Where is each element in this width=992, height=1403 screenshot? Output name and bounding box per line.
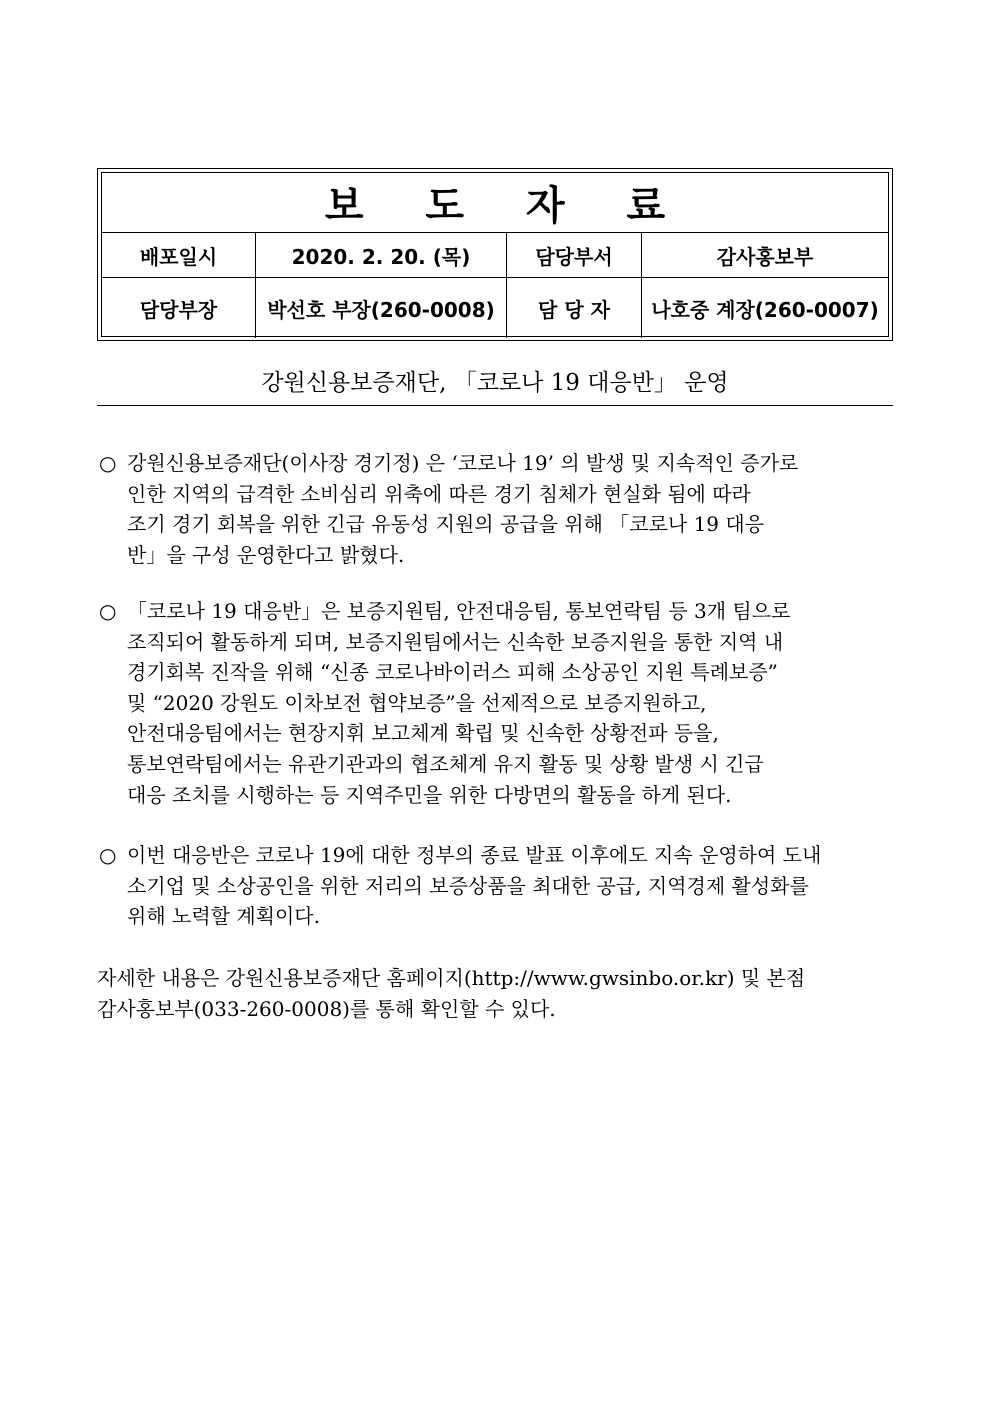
paragraph-line: 소기업 및 소상공인을 위한 저리의 보증상품을 최대한 공급, 지역경제 활성화를 xyxy=(127,873,809,898)
paragraph-line: 안전대응팀에서는 현장지휘 보고체계 확립 및 신속한 상황전파 등을, xyxy=(127,721,719,746)
bullet-circle-icon: ○ xyxy=(99,843,117,867)
header-row-contacts xyxy=(102,278,888,338)
label-contact-person: 담 당 자 xyxy=(507,278,642,338)
paragraph-line: 조기 경기 회복을 위한 긴급 유동성 지원의 공급을 위해 「코로나 19 대응 xyxy=(127,512,765,537)
paragraph-line: 인한 지역의 급격한 소비심리 위축에 따른 경기 침체가 현실화 됨에 따라 xyxy=(127,481,751,506)
paragraph-line: 경기회복 진작을 위해 “신종 코로나바이러스 피해 소상공인 지원 특례보증” xyxy=(127,660,778,685)
value-manager: 박선호 부장(260-0008) xyxy=(256,278,507,338)
closing-paragraph xyxy=(97,963,805,1024)
label-department: 담당부서 xyxy=(507,233,642,277)
value-department: 감사홍보부 xyxy=(716,244,814,269)
paragraph-line: 및 “2020 강원도 이차보전 협약보증”을 선제적으로 보증지원하고, xyxy=(127,690,707,715)
value-contact-person: 나호중 계장(260-0007) xyxy=(651,297,879,322)
paragraph-line: 감사홍보부(033-260-0008)를 통해 확인할 수 있다. xyxy=(97,996,556,1021)
paragraph-line: 통보연락팀에서는 유관기관과의 협조체계 유지 활동 및 상황 발생 시 긴급 xyxy=(127,751,764,776)
label-distribution-date: 배포일시 xyxy=(102,233,256,277)
paragraph-line: 조직되어 활동하게 되며, 보증지원팀에서는 신속한 보증지원을 통한 지역 내 xyxy=(127,629,784,654)
paragraph-line: 자세한 내용은 강원신용보증재단 홈페이지(http://www.gwsinbo.or.kr) 및 본점 xyxy=(97,966,806,990)
paragraph-2 xyxy=(99,596,791,810)
press-release-title: 보 도 자 료 xyxy=(102,173,888,233)
press-release-header-table xyxy=(97,168,893,341)
bullet-circle-icon: ○ xyxy=(99,451,117,475)
paragraph-line: 반」을 구성 운영한다고 밝혔다. xyxy=(127,542,405,567)
paragraph-line: ○ 「코로나 19 대응반」은 보증지원팀, 안전대응팀, 통보연락팀 등 3개 팀으로 xyxy=(127,596,790,627)
paragraph-1 xyxy=(99,448,799,570)
paragraph-line: 위해 노력할 계획이다. xyxy=(127,904,320,929)
header-table-inner-frame xyxy=(101,172,889,337)
headline: 강원신용보증재단, 「코로나 19 대응반」 운영 xyxy=(97,366,893,406)
label-manager: 담당부장 xyxy=(102,278,256,338)
paragraph-line: ○ 이번 대응반은 코로나 19에 대한 정부의 종료 발표 이후에도 지속 운영하여 도내 xyxy=(127,840,821,871)
paragraph-line: ○ 강원신용보증재단(이사장 경기정) 은 ‘코로나 19’ 의 발생 및 지속적인 증가로 xyxy=(127,448,798,479)
paragraph-line: 대응 조치를 시행하는 등 지역주민을 위한 다방면의 활동을 하게 된다. xyxy=(127,782,732,807)
value-distribution-date: 2020. 2. 20. (목) xyxy=(256,233,507,277)
paragraph-3 xyxy=(99,840,822,932)
header-row-distribution xyxy=(102,233,888,278)
bullet-circle-icon: ○ xyxy=(99,599,117,623)
